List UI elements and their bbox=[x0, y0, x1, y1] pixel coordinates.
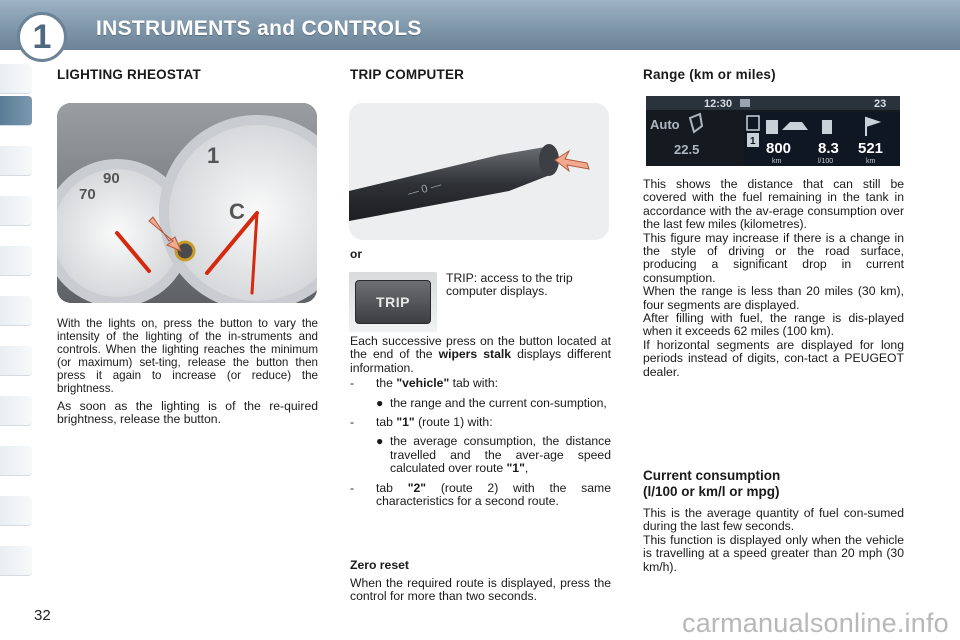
trip-intro: Each successive press on the button located at the end of the wipers stalk displays different information. bbox=[350, 334, 611, 375]
chapter-tab-active[interactable] bbox=[0, 96, 32, 126]
list-item: - tab "2" (route 2) with the same characteristics for a second route. bbox=[350, 480, 611, 509]
gauge-label-90: 90 bbox=[103, 170, 120, 187]
trip-computer-text bbox=[350, 335, 611, 508]
range-title: Range (km or miles) bbox=[643, 67, 776, 82]
fuel-pump-icon bbox=[766, 120, 778, 134]
gauge-label-c: C bbox=[229, 199, 245, 224]
range-paragraph: This figure may increase if there is a change in the style of driving or the road surface, producing a significant drop in current consumption. bbox=[643, 230, 904, 285]
chapter-tab[interactable] bbox=[0, 496, 32, 526]
chapter-tab[interactable] bbox=[0, 346, 32, 376]
wiper-stalk-illustration bbox=[349, 103, 609, 240]
lighting-rheostat-paragraph: As soon as the lighting is of the re-quired brightness, release the button. bbox=[57, 399, 318, 427]
watermark: carmanualsonline.info bbox=[682, 608, 949, 638]
range-value: 800 bbox=[766, 140, 792, 157]
chapter-tab[interactable] bbox=[0, 64, 32, 94]
gauge-drawing bbox=[57, 103, 317, 303]
route-tab-label: 1 bbox=[750, 136, 756, 147]
display-clock: 12:30 bbox=[704, 98, 733, 110]
chapter-tab[interactable] bbox=[0, 146, 32, 176]
gauge-label-70: 70 bbox=[79, 186, 96, 203]
lighting-rheostat-title: LIGHTING RHEOSTAT bbox=[57, 67, 201, 82]
chapter-badge: 1 bbox=[17, 12, 67, 62]
consumption-value: 8.3 bbox=[818, 140, 839, 157]
range-text bbox=[643, 178, 904, 379]
display-status-icon bbox=[740, 99, 750, 107]
chapter-tab[interactable] bbox=[0, 396, 32, 426]
zero-reset-text: When the required route is displayed, press the control for more than two seconds. bbox=[350, 576, 611, 604]
chapter-tab[interactable] bbox=[0, 546, 32, 576]
trip-button-description: TRIP: access to the trip computer displays. bbox=[446, 271, 573, 299]
lighting-rheostat-text bbox=[57, 317, 318, 432]
range-unit: km bbox=[772, 158, 782, 165]
range-paragraph: After filling with fuel, the range is dis-played when it exceeds 62 miles (100 km). bbox=[643, 311, 904, 339]
list-item: - tab "1" (route 1) with: bbox=[350, 415, 493, 430]
list-item: ● the range and the current con-sumption, bbox=[376, 395, 607, 410]
range-paragraph: When the range is less than 20 miles (30 km), four segments are displayed. bbox=[643, 284, 904, 312]
distance-unit: km bbox=[866, 158, 876, 165]
zero-reset-title: Zero reset bbox=[350, 558, 409, 572]
display-temperature: 23 bbox=[874, 98, 887, 110]
fuel-can-icon bbox=[822, 120, 832, 134]
list-item: ● the average consumption, the distance travelled and the aver-age speed calculated over route "1", bbox=[376, 434, 611, 476]
multifunction-display bbox=[646, 96, 900, 166]
current-consumption-title: Current consumption (l/100 or km/l or mpg) bbox=[643, 468, 781, 499]
or-label: or bbox=[350, 247, 362, 261]
stalk-marking: — 0 — bbox=[406, 178, 443, 200]
page-number: 32 bbox=[34, 607, 51, 624]
list-item: - the "vehicle" tab with: bbox=[350, 376, 499, 391]
distance-value: 521 bbox=[858, 140, 884, 157]
current-consumption-text bbox=[643, 507, 904, 574]
display-left-value: 22.5 bbox=[674, 142, 700, 157]
chapter-tab[interactable] bbox=[0, 296, 32, 326]
display-drawing bbox=[646, 96, 900, 166]
trip-computer-title: TRIP COMPUTER bbox=[350, 67, 465, 82]
header-band bbox=[0, 0, 960, 50]
trip-button[interactable]: TRIP bbox=[355, 280, 431, 324]
lighting-rheostat-paragraph: With the lights on, press the button to vary the intensity of the lighting of the in-struments and controls. When the lighting reaches the minimum (or maximum) set-ting, release the button then press it again to increase (or reduce) the brightness. bbox=[57, 317, 318, 395]
range-paragraph: If horizontal segments are displayed for long periods instead of digits, con-tact a PEUGEOT dealer. bbox=[643, 337, 904, 379]
dashboard-gauge-illustration bbox=[57, 103, 317, 303]
chapter-tab[interactable] bbox=[0, 196, 32, 226]
chapter-tab[interactable] bbox=[0, 246, 32, 276]
stalk-drawing bbox=[349, 103, 609, 240]
display-mode: Auto bbox=[650, 117, 680, 132]
page-title: INSTRUMENTS and CONTROLS bbox=[96, 17, 422, 40]
chapter-tab[interactable] bbox=[0, 446, 32, 476]
current-consumption-paragraph: This function is displayed only when the vehicle is travelling at a speed greater than 20 mph (30 km/h). bbox=[643, 532, 904, 574]
gauge-label-1: 1 bbox=[207, 143, 220, 168]
range-paragraph: This shows the distance that can still be covered with the fuel remaining in the tank in accordance with the av-erage consumption over the last few miles (kilometres). bbox=[643, 177, 904, 232]
trip-button-illustration bbox=[349, 272, 437, 332]
consumption-unit: l/100 bbox=[818, 158, 834, 165]
chapter-tab-strip bbox=[0, 64, 34, 576]
current-consumption-paragraph: This is the average quantity of fuel con-sumed during the last few seconds. bbox=[643, 506, 904, 534]
